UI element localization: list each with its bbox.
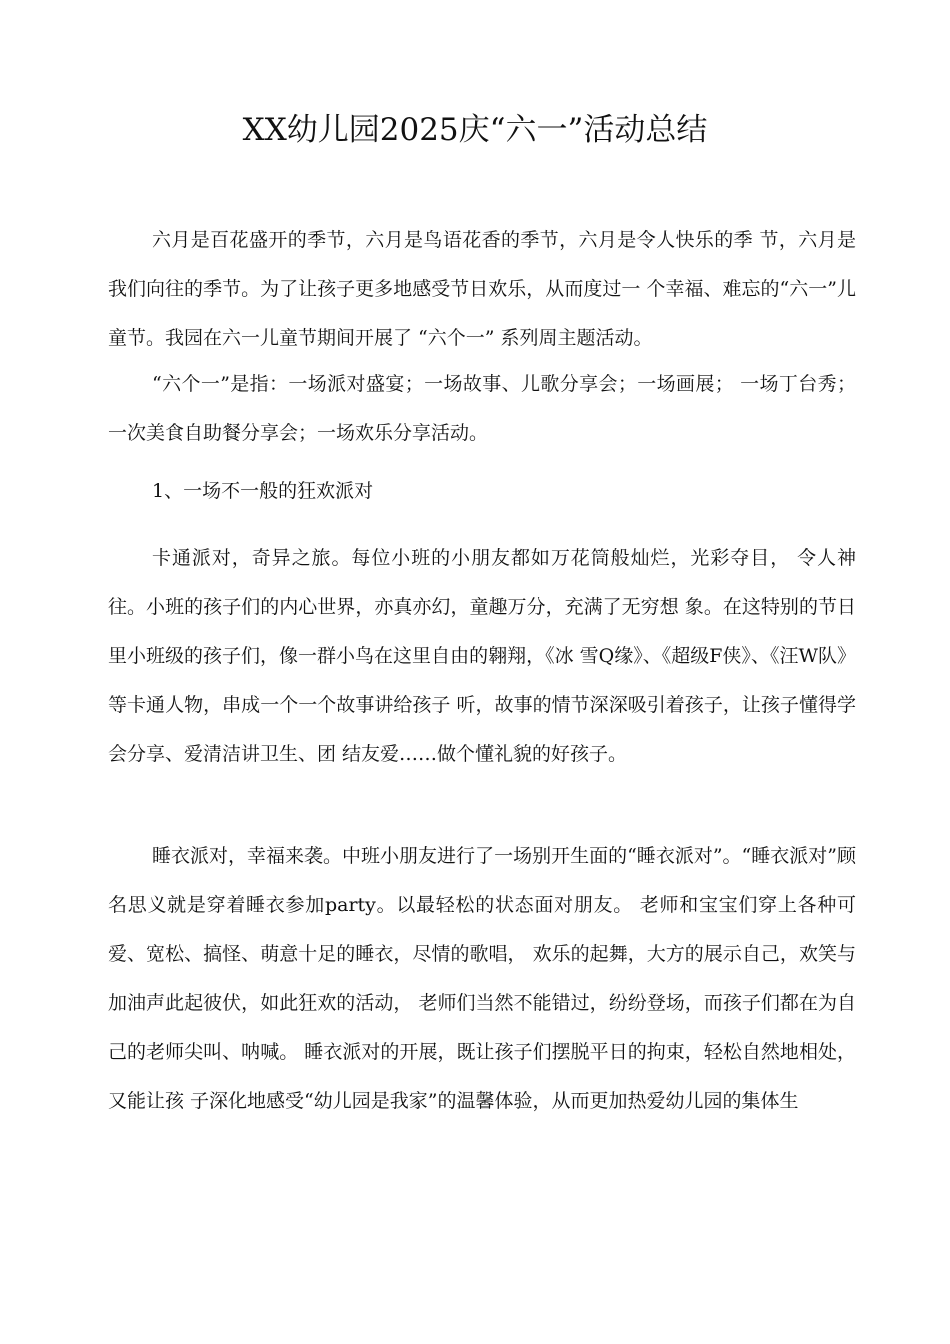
document-title: XX幼儿园2025庆“六一”活动总结 bbox=[242, 112, 708, 148]
paragraph-cartoon-party: 卡通派对，奇异之旅。每位小班的小朋友都如万花筒般灿烂，光彩夺目， 令人神往。小班的孩子们的内心世界，亦真亦幻，童趣万分，充满了无穷想 象。在这特别的节日里小班级的孩子们，像一群小鸟在这里自由的翱翔，《冰 雪Q缘》、《超级F侠》、《汪W队》等卡通人物，串成一个一个故事讲给孩子 听，故事的情节深深吸引着孩子，让孩子懂得学会分享、爱清洁讲卫生、团 结友爱……做个懂礼貌的好孩子。 bbox=[108, 547, 856, 765]
paragraph-six-ones: “六个一”是指：一场派对盛宴；一场故事、儿歌分享会；一场画展； 一场丁台秀；一次美食自助餐分享会；一场欢乐分享活动。 bbox=[108, 373, 856, 444]
paragraph-intro: 六月是百花盛开的季节，六月是鸟语花香的季节，六月是令人快乐的季 节，六月是我们向往的季节。为了让孩子更多地感受节日欢乐，从而度过一 个幸福、难忘的“六一”儿童节。我园在六一儿童节期间开展了 “六个一” 系列周主题活动。 bbox=[108, 229, 856, 349]
paragraph-pajama-party: 睡衣派对，幸福来袭。中班小朋友进行了一场别开生面的“睡衣派对”。“睡衣派对”顾名思义就是穿着睡衣参加party。以最轻松的状态面对朋友。 老师和宝宝们穿上各种可爱、宽松、搞怪、萌意十足的睡衣，尽情的歌唱， 欢乐的起舞，大方的展示自己，欢笑与加油声此起彼伏，如此狂欢的活动， 老师们当然不能错过，纷纷登场，而孩子们都在为自己的老师尖叫、呐喊。 睡衣派对的开展，既让孩子们摆脱平日的拘束，轻松自然地相处，又能让孩 子深化地感受“幼儿园是我家”的温馨体验，从而更加热爱幼儿园的集体生 bbox=[108, 845, 856, 1112]
section-heading: 1、一场不一般的狂欢派对 bbox=[152, 480, 374, 502]
